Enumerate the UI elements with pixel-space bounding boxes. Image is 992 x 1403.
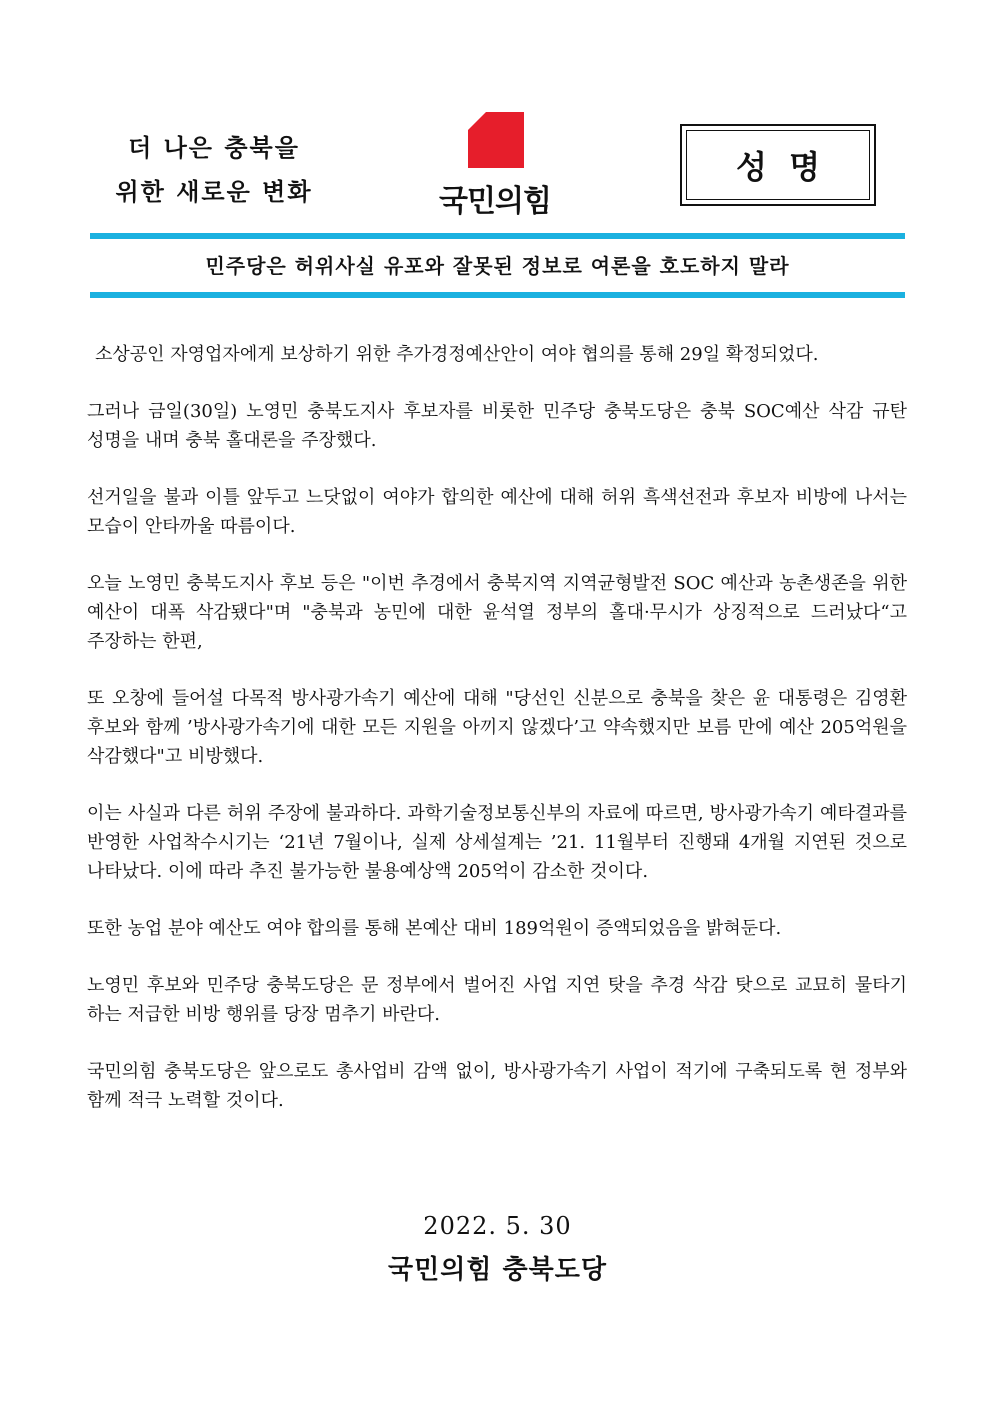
statement-title: 민주당은 허위사실 유포와 잘못된 정보로 여론을 호도하지 말라 bbox=[205, 254, 790, 278]
statement-date: 2022. 5. 30 bbox=[423, 1212, 572, 1240]
paragraph: 그러나 금일(30일) 노영민 충북도지사 후보자를 비롯한 민주당 충북도당은 충북 SOC예산 삭감 규탄 성명을 내며 충북 홀대론을 주장했다. bbox=[87, 401, 907, 451]
title-rule-top bbox=[90, 233, 905, 239]
document-type-label: 성 명 bbox=[686, 130, 870, 200]
document-type-box bbox=[680, 124, 876, 206]
paragraph: 이는 사실과 다른 허위 주장에 불과하다. 과학기술정보통신부의 자료에 따르면, 방사광가속기 예타결과를 반영한 사업착수시기는 ‘21년 7월이나, 실제 상세설계는 ’21. 11월부터 진행돼 4개월 지연된 것으로 나타났다. 이에 따라 추진 불가능한 불용예상액 205억이 감소한 것이다. bbox=[87, 803, 907, 882]
title-rule-bottom bbox=[90, 292, 905, 298]
paragraph: 또 오창에 들어설 다목적 방사광가속기 예산에 대해 "당선인 신분으로 충북을 찾은 윤 대통령은 김영환 후보와 함께 ’방사광가속기에 대한 모든 지원을 아끼지 않겠다’고 약속했지만 보름 만에 예산 205억원을 삭감했다"고 비방했다. bbox=[87, 688, 907, 767]
party-logo bbox=[422, 112, 572, 222]
statement-body bbox=[87, 340, 907, 1143]
slogan-line-1: 더 나은 충북을 bbox=[128, 133, 300, 162]
paragraph: 소상공인 자영업자에게 보상하기 위한 추가경정예산안이 여야 협의를 통해 29일 확정되었다. bbox=[95, 344, 819, 365]
paragraph: 또한 농업 분야 예산도 여야 합의를 통해 본예산 대비 189억원이 증액되었음을 밝혀둔다. bbox=[87, 918, 782, 939]
closing bbox=[90, 1208, 905, 1288]
slogan bbox=[96, 126, 332, 214]
paragraph: 국민의힘 충북도당은 앞으로도 총사업비 감액 없이, 방사광가속기 사업이 적기에 구축되도록 현 정부와 함께 적극 노력할 것이다. bbox=[87, 1061, 907, 1111]
paragraph: 오늘 노영민 충북도지사 후보 등은 "이번 추경에서 충북지역 지역균형발전 SOC 예산과 농촌생존을 위한 예산이 대폭 삭감됐다"며 "충북과 농민에 대한 윤석열 정부의 홀대·무시가 상징적으로 드러났다“고 주장하는 한편, bbox=[87, 573, 907, 652]
paragraph: 선거일을 불과 이틀 앞두고 느닷없이 여야가 합의한 예산에 대해 허위 흑색선전과 후보자 비방에 나서는 모습이 안타까울 따름이다. bbox=[87, 487, 907, 537]
party-logo-mark-icon bbox=[468, 112, 524, 168]
slogan-line-2: 위한 새로운 변화 bbox=[115, 177, 313, 206]
issuing-party: 국민의힘 충북도당 bbox=[388, 1255, 607, 1285]
party-logo-text: 국민의힘 bbox=[439, 184, 551, 219]
paragraph: 노영민 후보와 민주당 충북도당은 문 정부에서 벌어진 사업 지연 탓을 추경 삭감 탓으로 교묘히 물타기 하는 저급한 비방 행위를 당장 멈추기 바란다. bbox=[87, 975, 907, 1025]
